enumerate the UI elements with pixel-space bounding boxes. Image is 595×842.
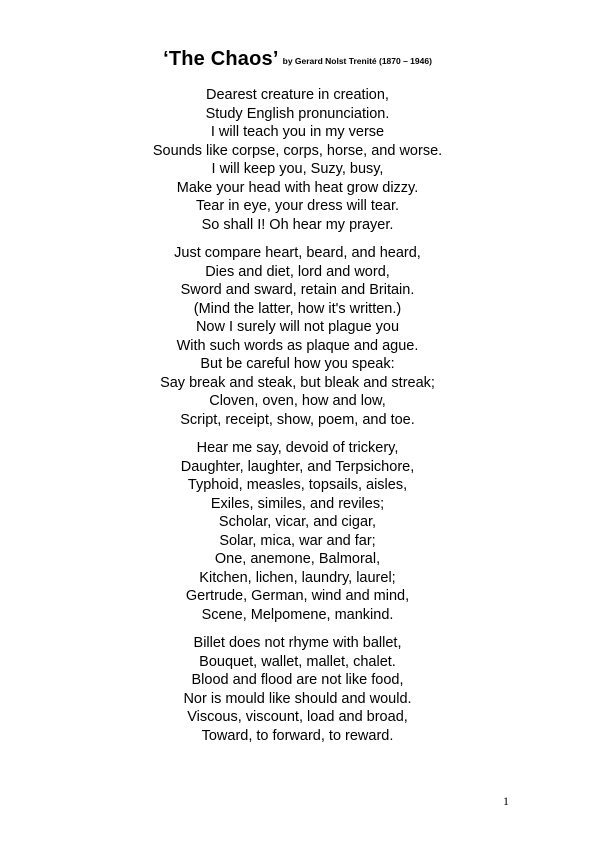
poem-line: One, anemone, Balmoral,: [214, 551, 381, 567]
poem-line: But be careful how you speak:: [200, 356, 395, 372]
poem-line: So shall I! Oh hear my prayer.: [201, 216, 394, 233]
poem-line: Billet does not rhyme with ballet,: [193, 635, 402, 651]
poem-line: Sword and sward, retain and Britain.: [180, 282, 415, 298]
stanza: [0, 634, 595, 745]
poem-line: With such words as plaque and ague.: [176, 337, 419, 354]
stanza: [0, 86, 595, 234]
poem-line: Gertrude, German, wind and mind,: [185, 588, 410, 604]
poem-line: Daughter, laughter, and Terpsichore,: [180, 458, 415, 475]
poem-line: Dearest creature in creation,: [206, 87, 389, 103]
poem-line: Exiles, similes, and reviles;: [210, 495, 385, 512]
stanza: [0, 244, 595, 429]
poem-line: Solar, mica, war and far;: [219, 532, 376, 549]
poem-title: ‘The Chaos’: [163, 48, 279, 70]
poem-line: Bouquet, wallet, mallet, chalet.: [199, 653, 396, 670]
poem-line: Viscous, viscount, load and broad,: [187, 709, 408, 725]
poem-line: Tear in eye, your dress will tear.: [195, 198, 400, 214]
poem-line: Scholar, vicar, and cigar,: [218, 514, 377, 530]
poem-line: Just compare heart, beard, and heard,: [174, 245, 421, 261]
title-line: [0, 48, 595, 71]
poem-line: Kitchen, lichen, laundry, laurel;: [199, 569, 396, 586]
author-byline: by Gerard Nolst Trenité (1870 – 1946): [282, 56, 432, 66]
poem-line: Say break and steak, but bleak and streak;: [160, 374, 435, 391]
poem-line: Scene, Melpomene, mankind.: [201, 606, 394, 623]
poem-line: Blood and flood are not like food,: [191, 672, 404, 688]
poem-line: I will keep you, Suzy, busy,: [211, 161, 384, 177]
poem-line: Sounds like corpse, corps, horse, and worse.: [152, 142, 443, 159]
poem-line: Script, receipt, show, poem, and toe.: [180, 411, 415, 428]
poem-line: Dies and diet, lord and word,: [205, 263, 390, 280]
poem-line: Nor is mould like should and would.: [183, 690, 412, 707]
page-number: 1: [503, 794, 509, 808]
poem-line: Hear me say, devoid of trickery,: [196, 440, 399, 456]
poem-line: I will teach you in my verse: [210, 124, 385, 140]
poem-line: Now I surely will not plague you: [195, 319, 400, 335]
poem-line: (Mind the latter, how it's written.): [193, 300, 402, 317]
poem-line: Make your head with heat grow dizzy.: [176, 179, 419, 196]
poem-line: Study English pronunciation.: [205, 105, 390, 122]
poem-line: Typhoid, measles, topsails, aisles,: [187, 477, 408, 493]
poem-body: [0, 86, 595, 755]
stanza: [0, 439, 595, 624]
poem-line: Cloven, oven, how and low,: [209, 393, 386, 409]
poem-line: Toward, to forward, to reward.: [201, 727, 394, 744]
